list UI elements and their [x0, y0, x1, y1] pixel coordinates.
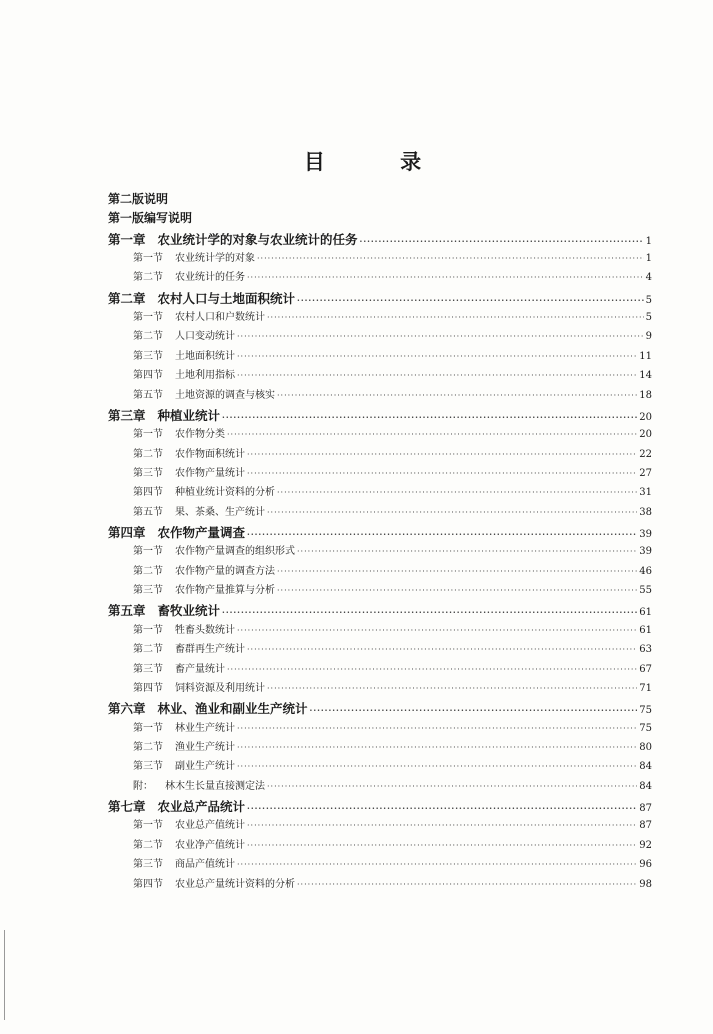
leader-dots [247, 841, 637, 850]
toc-entry-title: 第二版说明 [108, 192, 169, 206]
toc-entry-title: 土地利用指标 [175, 370, 235, 382]
toc-entry-number: 第四节 [133, 370, 163, 382]
toc-entry-number: 第三节 [133, 468, 163, 479]
scan-edge-line [4, 930, 5, 1020]
toc-entry-number: 第六章 [108, 701, 146, 717]
leader-dots [277, 567, 637, 576]
toc-preface-row [108, 209, 652, 227]
toc-entry-number: 第二节 [133, 742, 163, 753]
toc-page-number: 75 [639, 722, 652, 734]
toc-entry-number: 第七章 [108, 799, 146, 814]
toc-entry-title: 渔业生产统计 [175, 742, 235, 753]
toc-page-number: 61 [639, 607, 652, 619]
toc-chapter-row [108, 523, 652, 541]
toc-section-row [133, 757, 652, 775]
toc-page-number: 61 [639, 624, 652, 636]
leader-dots [277, 391, 637, 400]
leader-dots [360, 236, 644, 246]
toc-entry-title: 饲料资源及利用统计 [175, 683, 265, 694]
toc-section-row [133, 679, 652, 697]
toc-entry-title: 农业统计学的对象与农业统计的任务 [157, 231, 358, 247]
toc-page-number: 5 [645, 312, 652, 323]
toc-entry-title: 商品产值统计 [175, 859, 235, 871]
toc-page-number: 5 [645, 294, 652, 306]
toc-section-row [133, 640, 652, 658]
leader-dots [247, 821, 637, 830]
toc-section-row [133, 738, 652, 756]
leader-dots [222, 607, 637, 617]
toc-section-row [133, 445, 652, 463]
toc-entry-number: 第一节 [133, 253, 163, 264]
toc-page-number: 87 [639, 803, 652, 814]
toc-entry-title: 种植业统计资料的分析 [175, 487, 275, 499]
toc-page-number: 11 [639, 350, 652, 362]
leader-dots [310, 705, 638, 715]
toc-entry-title: 土地面积统计 [175, 350, 235, 362]
leader-dots [247, 803, 637, 813]
toc-entry-number: 第五节 [133, 506, 163, 518]
toc-entry-title: 农作物产量调查 [157, 525, 246, 540]
toc-entry-number: 第五章 [108, 603, 146, 619]
leader-dots [267, 684, 637, 693]
toc-page-number: 39 [639, 546, 652, 558]
toc-entry-number: 第一节 [133, 546, 163, 558]
toc-page-number: 80 [639, 742, 652, 753]
toc-entry-number: 第三节 [133, 585, 163, 597]
toc-preface-row [108, 190, 652, 208]
toc-section-row [133, 816, 652, 834]
toc-entry-title: 种植业统计 [157, 407, 221, 423]
leader-dots [257, 254, 644, 263]
toc-entry-number: 第二章 [108, 290, 146, 306]
leader-dots [247, 645, 637, 654]
toc-entry-title: 牲畜头数统计 [175, 624, 235, 636]
leader-dots [237, 626, 637, 635]
toc-entry-title: 农业总产量统计资料的分析 [175, 878, 295, 890]
toc-section-row [133, 562, 652, 580]
toc-entry-number: 附： [133, 780, 153, 792]
toc-section-row [133, 308, 652, 326]
toc-chapter-row [108, 601, 652, 619]
leader-dots [277, 586, 637, 595]
toc-page-number: 98 [639, 878, 652, 890]
toc-entry-title: 农作物产量统计 [175, 468, 245, 479]
toc-entry-number: 第五节 [133, 389, 163, 401]
toc-entry-title: 农业净产值统计 [175, 839, 245, 851]
toc-entry-number: 第一节 [133, 429, 163, 441]
toc-page-number: 84 [639, 780, 652, 792]
toc-entry-title: 农业总产值统计 [175, 820, 245, 832]
toc-entry-number: 第二节 [133, 448, 163, 460]
toc-section-row [133, 464, 652, 482]
leader-dots [237, 860, 637, 869]
toc-entry-title: 农业统计学的对象 [175, 253, 255, 264]
toc-page-number: 1 [645, 235, 652, 247]
toc-page-number: 92 [639, 839, 652, 851]
toc-entry-title: 土地资源的调查与核实 [175, 389, 275, 401]
leader-dots [237, 371, 637, 380]
toc-entry-number: 第三章 [108, 407, 146, 423]
page-title: 目 录 [303, 149, 456, 174]
toc-page-number: 87 [639, 820, 652, 832]
toc-entry-number: 第一节 [133, 722, 163, 734]
toc-entry-title: 农业统计的任务 [175, 272, 245, 284]
leader-dots [247, 469, 637, 478]
toc-entry-number: 第四章 [108, 525, 146, 540]
toc-entry-title: 农业总产品统计 [157, 799, 246, 814]
toc-entry-number: 第四节 [133, 487, 163, 499]
toc-entry-title: 第一版编写说明 [108, 211, 193, 226]
toc-chapter-row [108, 699, 652, 717]
toc-entry-number: 第二节 [133, 839, 163, 851]
toc-entry-title: 林木生长量直接测定法 [165, 780, 265, 792]
toc-entry-number: 第四节 [133, 878, 163, 890]
toc-section-row [133, 836, 652, 854]
toc-chapter-row [108, 230, 652, 248]
toc-entry-number: 第二节 [133, 644, 163, 656]
toc-entry-title: 农村人口和户数统计 [175, 312, 265, 323]
leader-dots [237, 352, 637, 361]
leader-dots [297, 880, 637, 889]
toc-section-row [133, 347, 652, 365]
toc-page-number: 20 [639, 429, 652, 441]
toc-entry-title: 人口变动统计 [175, 331, 235, 343]
toc-page-number: 75 [639, 705, 652, 717]
leader-dots [267, 313, 644, 322]
toc-entry-number: 第三节 [133, 350, 163, 362]
toc-section-row [133, 483, 652, 501]
toc-page-number: 27 [639, 468, 652, 479]
toc-section-row [133, 425, 652, 443]
toc-section-row [133, 503, 652, 521]
toc-section-row [133, 386, 652, 404]
toc-entry-number: 第一章 [108, 231, 146, 247]
toc-entry-number: 第三节 [133, 663, 163, 675]
toc-page-number: 1 [645, 253, 652, 264]
leader-dots [247, 529, 637, 539]
toc-entry-number: 第一节 [133, 312, 163, 323]
toc-page-number: 39 [639, 529, 652, 540]
toc-entry-title: 林业生产统计 [175, 722, 235, 734]
toc-section-row [133, 777, 652, 795]
leader-dots [247, 273, 644, 282]
toc-page-number: 46 [639, 565, 652, 577]
toc-entry-title: 畜群再生产统计 [175, 644, 245, 656]
toc-section-row [133, 660, 652, 678]
toc-entry-number: 第二节 [133, 565, 163, 577]
toc-entry-title: 农作物分类 [175, 429, 225, 441]
leader-dots [247, 450, 637, 459]
toc-entry-title: 果、茶桑、生产统计 [175, 506, 265, 518]
toc-section-row [133, 581, 652, 599]
toc-page-number: 14 [639, 370, 652, 382]
toc-page-number: 55 [639, 585, 652, 597]
toc-chapter-row [108, 406, 652, 424]
leader-dots [237, 724, 637, 733]
toc-entry-number: 第三节 [133, 859, 163, 871]
toc-chapter-row [108, 289, 652, 307]
toc-page-number: 22 [639, 448, 652, 460]
toc-page-number: 84 [639, 761, 652, 773]
toc-section-row [133, 855, 652, 873]
toc-entry-title: 畜产量统计 [175, 663, 225, 675]
toc-chapter-row [108, 797, 652, 815]
toc-entry-number: 第一节 [133, 624, 163, 636]
leader-dots [222, 412, 637, 422]
leader-dots [267, 782, 637, 791]
toc-entry-number: 第二节 [133, 331, 163, 343]
toc-entry-title: 农作物产量的调查方法 [175, 565, 275, 577]
leader-dots [237, 762, 637, 771]
toc-section-row [133, 268, 652, 286]
leader-dots [297, 295, 644, 305]
leader-dots [227, 430, 637, 439]
toc-page-number: 18 [639, 389, 652, 401]
leader-dots [297, 547, 637, 556]
toc-entry-title: 农作物产量调查的组织形式 [175, 546, 295, 558]
toc-section-row [133, 875, 652, 893]
toc-entry-number: 第二节 [133, 272, 163, 284]
toc-section-row [133, 542, 652, 560]
leader-dots [237, 332, 644, 341]
toc-section-row [133, 621, 652, 639]
toc-page-number: 71 [639, 683, 652, 694]
toc-entry-title: 农作物面积统计 [175, 448, 245, 460]
toc-section-row [133, 327, 652, 345]
toc-entry-number: 第四节 [133, 683, 163, 694]
leader-dots [227, 665, 637, 674]
leader-dots [277, 488, 637, 497]
toc-entry-title: 林业、渔业和副业生产统计 [157, 701, 308, 717]
toc-page-number: 67 [639, 663, 652, 675]
toc-section-row [133, 366, 652, 384]
toc-page-number: 96 [639, 859, 652, 871]
leader-dots [267, 508, 637, 517]
toc-entry-number: 第三节 [133, 761, 163, 773]
toc-page-number: 9 [645, 331, 652, 343]
toc-entry-title: 畜牧业统计 [157, 603, 221, 619]
toc-section-row [133, 249, 652, 267]
toc-entry-number: 第一节 [133, 820, 163, 832]
toc-entry-title: 农村人口与土地面积统计 [157, 290, 296, 306]
toc-page-number: 63 [639, 644, 652, 656]
toc-entry-title: 农作物产量推算与分析 [175, 585, 275, 597]
toc-page-number: 38 [639, 506, 652, 518]
toc-section-row [133, 719, 652, 737]
leader-dots [237, 743, 637, 752]
toc-page-number: 31 [639, 487, 652, 499]
toc-page-number: 4 [645, 272, 652, 284]
toc-page-number: 20 [639, 411, 652, 423]
toc-entry-title: 副业生产统计 [175, 761, 235, 773]
